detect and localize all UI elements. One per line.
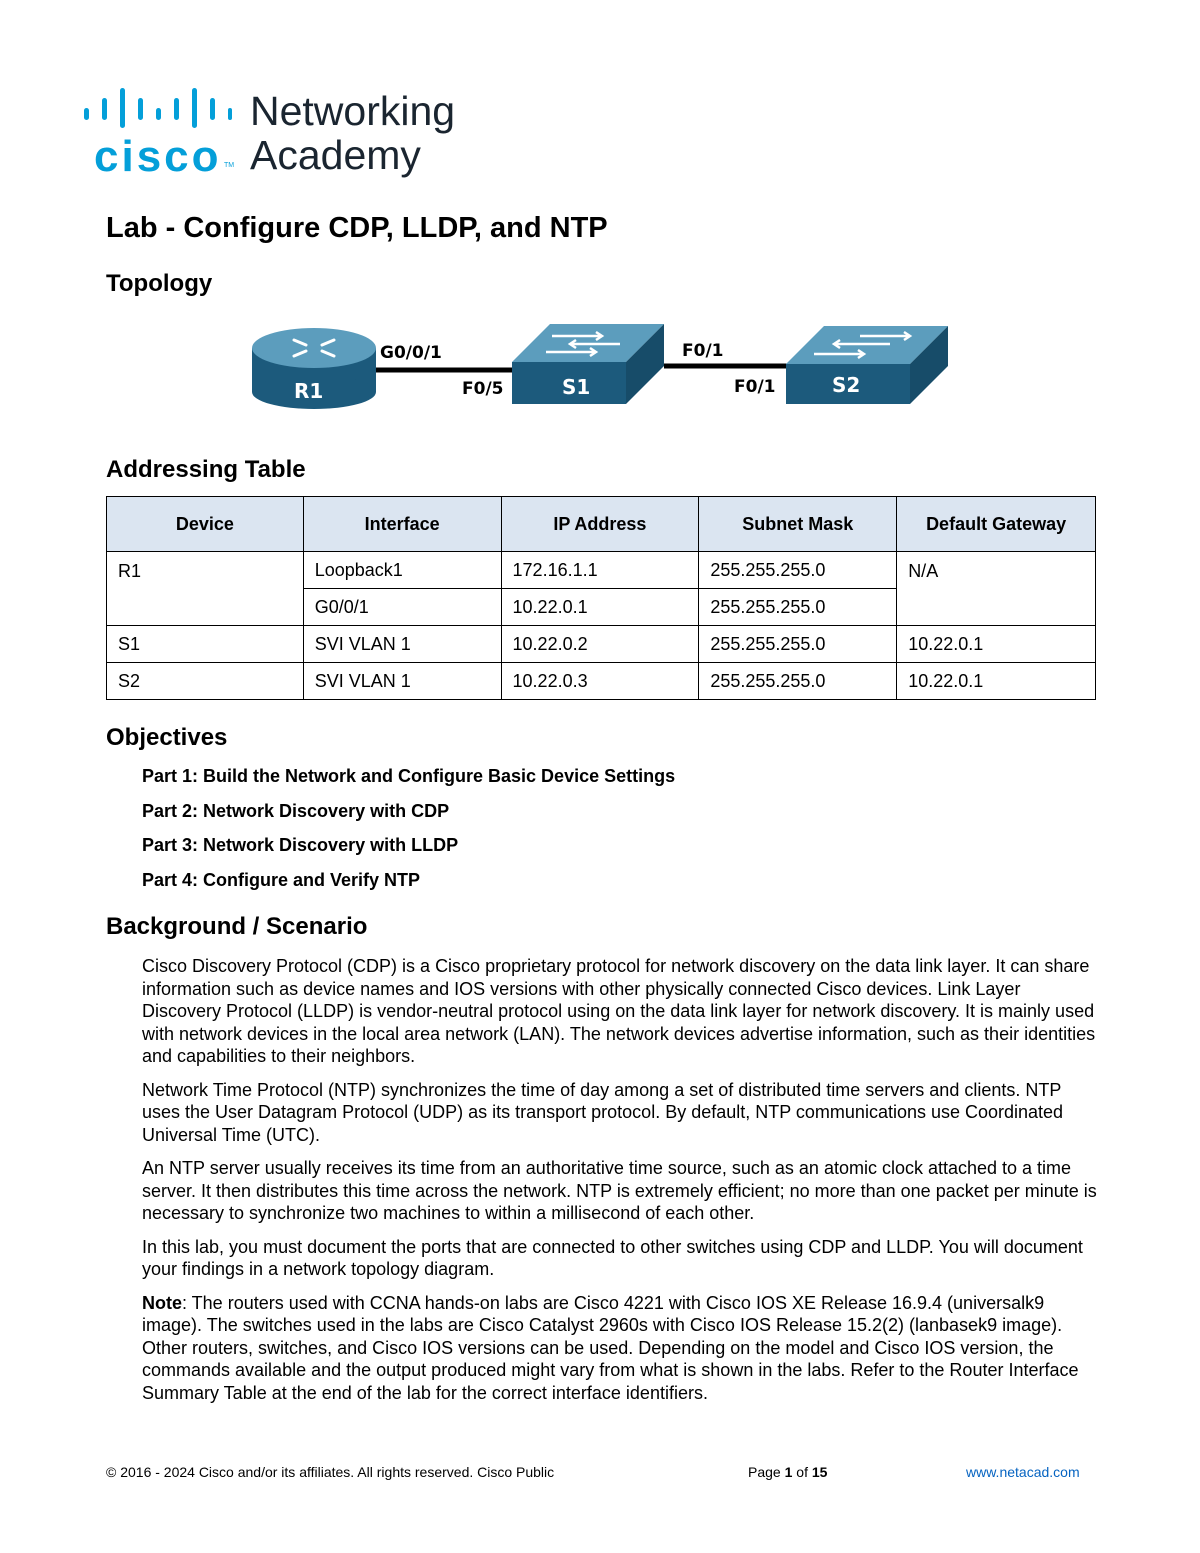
scenario-paragraph: In this lab, you must document the ports that are connected to other switches using CDP and LLDP. You will document your findings in a network topology diagram. (142, 1236, 1083, 1279)
logo-line-networking: Networking (250, 88, 456, 134)
device-label-r1: R1 (294, 379, 324, 403)
cell-interface: Loopback1 (303, 552, 501, 589)
objectives-heading: Objectives (106, 724, 228, 751)
topology-heading: Topology (106, 270, 213, 297)
port-label-s1-f01: F0/1 (682, 341, 724, 361)
note-paragraph (142, 1292, 1102, 1405)
page-total: 15 (811, 1464, 828, 1480)
scenario-paragraph: Network Time Protocol (NTP) synchronizes the time of day among a set of distributed time servers and clients. NTP uses the User Datagram Protocol (UDP) as its transport protocol. By default, NTP communications use Coordinated Universal Time (UTC). (142, 1079, 1064, 1145)
scenario-paragraph: An NTP server usually receives its time from an authoritative time source, such as an atomic clock attached to a time server. It then distributes this time across the network. NTP is extremely efficient; no more than one packet per minute is necessary to synchronize two machines to within a millisecond of each other. (142, 1158, 1097, 1223)
page-of: of (792, 1464, 812, 1480)
footer-page-number (748, 1464, 827, 1480)
cell-ip-address: 10.22.0.3 (501, 663, 699, 700)
port-label-s2-f01: F0/1 (734, 377, 776, 397)
addressing-table-heading: Addressing Table (106, 456, 306, 483)
objective-item: Part 4: Configure and Verify NTP (142, 869, 421, 890)
footer-copyright: © 2016 - 2024 Cisco and/or its affiliates. All rights reserved. Cisco Public (106, 1464, 555, 1480)
cell-ip-address: 10.22.0.2 (501, 626, 699, 663)
cell-ip-address: 172.16.1.1 (501, 552, 699, 589)
page-title: Lab - Configure CDP, LLDP, and NTP (106, 212, 608, 244)
page-current: 1 (784, 1464, 793, 1480)
scenario-heading: Background / Scenario (106, 913, 368, 940)
note-text: : The routers used with CCNA hands-on labs are Cisco 4221 with Cisco IOS XE Release 16.9.4 (universalk9 image). The switches used in the labs are Cisco Catalyst 2960s with Cisco IOS Release 15.2(2) (lanbasek9 image). Other routers, switches, and Cisco IOS versions can be used. Depending on the model and Cisco IOS version, the commands available and the output produced might vary from what is shown in the labs. Refer to the Router Interface Summary Table at the end of the lab for the correct interface identifiers. (142, 1292, 1079, 1403)
cell-device: S2 (107, 663, 304, 700)
cell-device: S1 (107, 626, 304, 663)
cisco-wordmark: cisco (94, 132, 222, 181)
objectives-list (142, 764, 675, 902)
logo-line-academy: Academy (250, 132, 421, 178)
cell-default-gateway: 10.22.0.1 (897, 663, 1096, 700)
cell-default-gateway: 10.22.0.1 (897, 626, 1096, 663)
device-label-s1: S1 (562, 375, 591, 399)
topology-diagram (250, 322, 950, 416)
footer-netacad-link[interactable]: www.netacad.com (966, 1464, 1080, 1480)
cell-subnet-mask: 255.255.255.0 (699, 626, 897, 663)
port-label-r1-g001: G0/0/1 (380, 343, 442, 363)
trademark-mark: TM (224, 162, 235, 169)
cisco-bars-icon (84, 88, 232, 128)
page-prefix: Page (748, 1464, 785, 1480)
col-header-subnet-mask: Subnet Mask (699, 497, 897, 552)
device-label-s2: S2 (832, 373, 861, 397)
cell-subnet-mask: 255.255.255.0 (699, 663, 897, 700)
cell-interface: SVI VLAN 1 (303, 626, 501, 663)
table-header-row (107, 497, 1096, 552)
table-row (107, 663, 1096, 700)
addressing-table (106, 496, 1096, 700)
col-header-interface: Interface (303, 497, 501, 552)
note-label: Note (142, 1292, 182, 1313)
cell-default-gateway: N/A (897, 552, 1096, 626)
scenario-body (142, 955, 1102, 1415)
objective-item: Part 3: Network Discovery with LLDP (142, 835, 459, 855)
scenario-paragraph: Cisco Discovery Protocol (CDP) is a Cisco proprietary protocol for network discovery on the data link layer. It can share information such as device names and IOS versions with other physically connected Cisco devices. Link Layer Discovery Protocol (LLDP) is vendor-neutral protocol using on the data link layer for network discovery. It is mainly used with network devices in the local area network (LAN). The network devices advertise information, such as their identities and capabilities to their neighbors. (142, 956, 1096, 1066)
cell-device: R1 (107, 552, 304, 626)
col-header-device: Device (107, 497, 304, 552)
cell-interface: G0/0/1 (303, 589, 501, 626)
col-header-ip-address: IP Address (501, 497, 699, 552)
col-header-default-gateway: Default Gateway (897, 497, 1096, 552)
table-row (107, 552, 1096, 589)
objective-item: Part 1: Build the Network and Configure Basic Device Settings (142, 766, 676, 786)
objective-item: Part 2: Network Discovery with CDP (142, 800, 450, 821)
cell-interface: SVI VLAN 1 (303, 663, 501, 700)
port-label-s1-f05: F0/5 (462, 379, 504, 399)
cell-subnet-mask: 255.255.255.0 (699, 552, 897, 589)
cell-subnet-mask: 255.255.255.0 (699, 589, 897, 626)
table-row (107, 626, 1096, 663)
switch-s2-icon (786, 326, 948, 404)
cisco-networking-academy-logo (84, 88, 484, 183)
cell-ip-address: 10.22.0.1 (501, 589, 699, 626)
